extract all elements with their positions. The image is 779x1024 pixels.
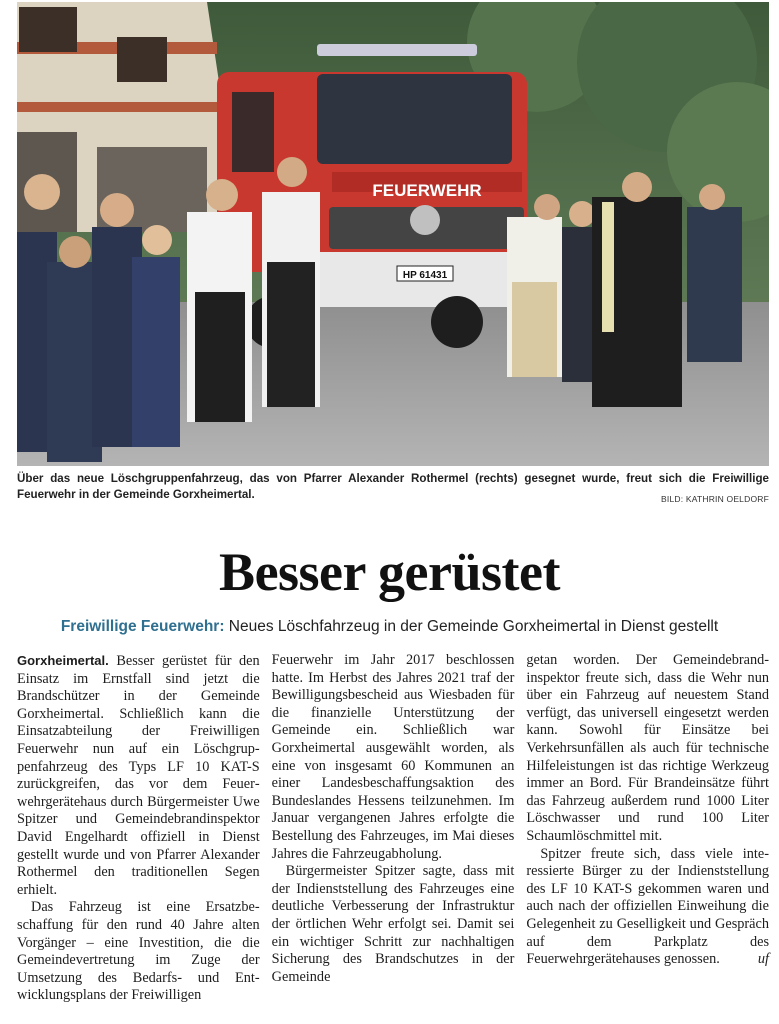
paragraph-text: Besser gerüstet für den Einsatz im Ernstfall sind jetzt die Brandschützer in der Gemeinde Gorxheimertal. Schließlich kann die Einsatzabteilung der Freiwilligen Feuerwehr nun auf ein Löschgruppenfahrzeug des Typs LF 10 KAT-S zurückgreifen, das vor dem Feuerwehrgerätehaus durch Bürgermeister Uwe Spitzer und Gemeindebrandinspektor David Engelhardt offiziell in Dienst gestellt wurde und von Pfarrer Alexander Rothermel den traditionellen Segen erhielt. bbox=[17, 653, 260, 898]
author-signature: uf bbox=[757, 951, 770, 968]
photo-caption: Über das neue Löschgruppenfahrzeug, das von Pfarrer Alexander Rothermel (rechts) gesegnet wurde, freut sich die Freiwillige Feuerwehr in der Gemeinde Gorxheimertal. bbox=[17, 472, 769, 501]
paragraph: getan worden. Der Gemeindebrandinspektor freute sich, dass die Wehr nun über ein Fahrzeug auf neuestem Stand verfügt, das universell eingesetzt werden kann. Sowohl für Einsätze bei Verkehrsunfällen als auch für technische Hilfeleistungen ist das richtige Werkzeug immer an Bord. Für Brandeinsätze führt das Fahrzeug außerdem rund 1000 Liter Löschwasser und rund 100 Liter Schaumlöschmittel mit. bbox=[526, 652, 770, 844]
article-subline bbox=[0, 616, 779, 638]
article-column-1 bbox=[17, 652, 260, 1024]
article-photo bbox=[17, 2, 769, 466]
article-column-2 bbox=[272, 652, 515, 1024]
dateline: Gorxheimertal. bbox=[17, 653, 109, 668]
truck-label: FEUERWEHR bbox=[372, 181, 482, 200]
paragraph: Feuerwehr im Jahr 2017 beschlossen hatte. Im Herbst des Jahres 2021 traf der Bewilligungsbescheid aus Wiesbaden für die finanzielle Unterstützung der Gemeinde ein. Schließlich war Gorxheimertal ausgewählt worden, als eine von insgesamt 60 Kommunen an einer Landesbeschaffungsaktion des Bundeslandes Hessens teilzunehmen. Im Januar vergangenen Jahres erfolgte die Bestellung des Fahrzeuges, im Mai dieses Jahres die Fahrzeugabholung. bbox=[271, 652, 515, 862]
article-headline: Besser gerüstet bbox=[219, 542, 560, 602]
subline-kicker: Freiwillige Feuerwehr: bbox=[60, 618, 225, 635]
paragraph: Das Fahrzeug ist eine Ersatzbeschaffung für den rund 40 Jahre alten Vorgänger – eine Investition, die die Gemeindevertretung im Zuge der Umsetzung des Bedarfs- und Entwicklungsplans der Freiwilligen bbox=[17, 899, 260, 1004]
license-plate: HP 61431 bbox=[402, 270, 448, 281]
article-column-3 bbox=[526, 652, 769, 1024]
article-body bbox=[17, 652, 769, 1024]
fire-truck-photo-illustration bbox=[17, 2, 769, 466]
photo-credit: BILD: KATHRIN OELDORF bbox=[661, 494, 769, 504]
paragraph bbox=[526, 846, 769, 969]
subline-text: Neues Löschfahrzeug in der Gemeinde Gorxheimertal in Dienst gestellt bbox=[224, 618, 719, 635]
paragraph: Bürgermeister Spitzer sagte, dass mit der Indienststellung des Fahrzeuges eine deutliche Verbesserung der Infrastruktur der örtlichen Wehr erfolgt sei. Damit sei ein wichtiger Schritt zur nachhaltigen Sicherung des Brandschutzes in der Gemeinde bbox=[271, 863, 515, 985]
paragraph bbox=[17, 652, 260, 899]
paragraph-text: Spitzer freute sich, dass viele interessierte Bürger zu der Indienststellung des LF 10 KAT-S gekommen waren und auch nach der offiziellen Einweihung die Gelegenheit zu Geselligkeit und Gespräch auf dem Parkplatz des Feuerwehrgerätehauses genossen. bbox=[526, 845, 770, 968]
